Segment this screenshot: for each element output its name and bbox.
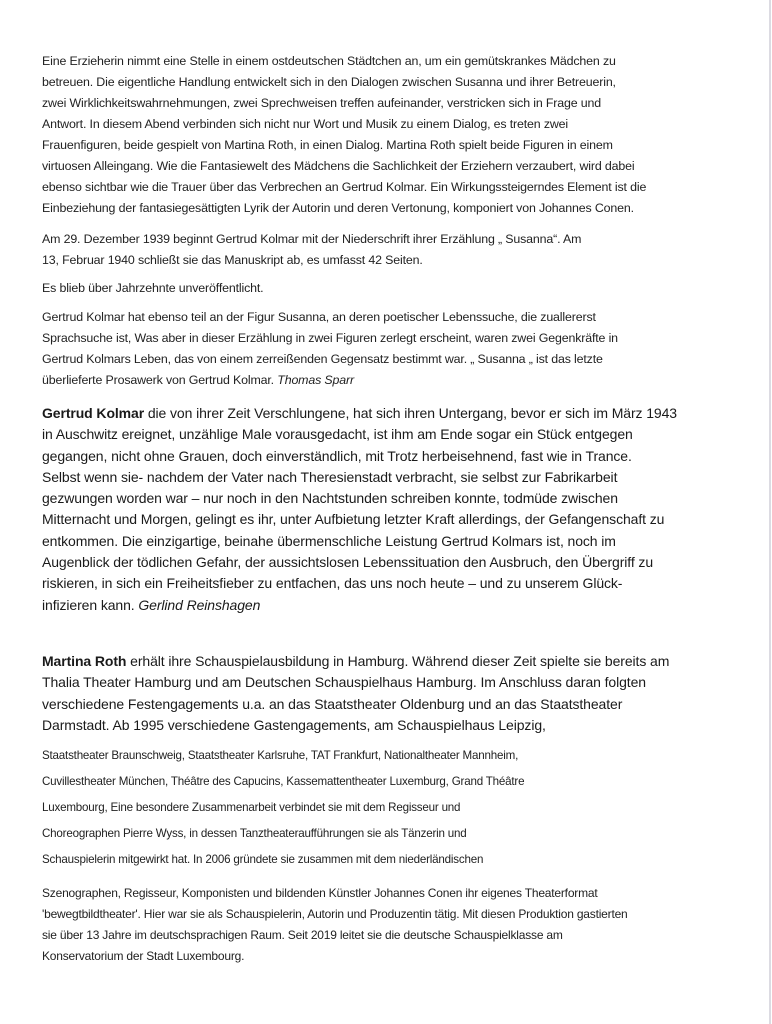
text-line: Szenographen, Regisseur, Komponisten und bildenden Künstler Johannes Conen ihr eigenes Theaterformat <box>42 886 598 900</box>
unpublished-paragraph <box>42 278 263 299</box>
text-line: Staatstheater Braunschweig, Staatstheater Karlsruhe, TAT Frankfurt, Nationaltheater Mannheim, <box>42 749 519 762</box>
text-line: virtuosen Alleingang. Wie die Fantasiewelt des Mädchens die Sachlichkeit der Erziehern verzaubert, wird dabei <box>42 159 635 173</box>
text-line: Am 29. Dezember 1939 beginnt Gertrud Kolmar mit der Niederschrift ihrer Erzählung „ Susanna“. Am <box>42 232 582 246</box>
text-line: Gertrud Kolmar hat ebenso teil an der Figur Susanna, an deren poetischer Lebenssuche, die zuallererst <box>42 310 596 324</box>
text-line <box>42 403 677 424</box>
text-line: Einbeziehung der fantasiegesättigten Lyrik der Autorin und deren Vertonung, komponiert von Johannes Conen. <box>42 201 634 215</box>
text-line: gezwungen worden war – nur noch in den Nachtstunden schreiben konnte, todmüde zwischen <box>42 490 618 507</box>
text-line: Luxembourg, Eine besondere Zusammenarbeit verbindet sie mit dem Regisseur und <box>42 801 461 814</box>
page-edge-divider <box>769 0 771 1024</box>
text-line: Frauenfiguren, beide gespielt von Martina Roth, in einen Dialog. Martina Roth spielt beide Figuren in einem <box>42 138 613 152</box>
text-line: zwei Wirklichkeitswahrnehmungen, zwei Sprechweisen treffen aufeinander, verstricken sich in Frage und <box>42 96 601 110</box>
text-fragment: die von ihrer Zeit Verschlungene, hat sich ihren Untergang, bevor er sich im März 1943 <box>144 405 677 421</box>
text-line <box>42 595 677 616</box>
text-line: Konservatorium der Stadt Luxembourg. <box>42 949 245 963</box>
text-line: 13, Februar 1940 schließt sie das Manuskript ab, es umfasst 42 Seiten. <box>42 253 423 267</box>
text-line: Sprachsuche ist, Was aber in dieser Erzählung in zwei Figuren zerlegt erscheint, waren zwei Gegenkräfte in <box>42 331 618 345</box>
text-line: Schauspielerin mitgewirkt hat. In 2006 gründete sie zusammen mit dem niederländischen <box>42 853 484 866</box>
text-line: Darmstadt. Ab 1995 verschiedene Gastengagements, am Schauspielhaus Leipzig, <box>42 716 546 733</box>
quote-author: Thomas Sparr <box>277 373 354 387</box>
text-line: Mitternacht und Morgen, gelingt es ihr, unter Aufbietung letzter Kraft allerdings, der Gefangenschaft zu <box>42 511 665 528</box>
text-line: in Auschwitz ereignet, unzählige Male vorausgedacht, ist ihm am Ende sogar ein Stück entgegen <box>42 426 633 443</box>
intro-paragraph <box>42 51 646 219</box>
text-line <box>42 651 669 672</box>
text-fragment: überlieferte Prosawerk von Gertrud Kolmar. <box>42 373 278 387</box>
roth-bio-paragraph <box>42 651 669 736</box>
bold-lead: Gertrud Kolmar <box>42 405 145 421</box>
roth-bio-ending <box>42 883 628 967</box>
text-line: Selbst wenn sie- nachdem der Vater nach Theresienstadt verbracht, sie selbst zur Fabrikarbeit <box>42 468 618 485</box>
reinshagen-quote-paragraph <box>42 403 677 616</box>
text-line: gegangen, nicht ohne Grauen, doch einverständlich, mit Trotz herbeisehnend, fast wie in Trance. <box>42 447 632 464</box>
text-line: 'bewegtbildtheater'. Hier war sie als Schauspielerin, Autorin und Produzentin tätig. Mit diesen Produktion gastierten <box>42 907 628 921</box>
quote-author: Gerlind Reinshagen <box>138 596 261 613</box>
text-line: verschiedene Festengagements u.a. an das Staatstheater Oldenburg und an das Staatstheater <box>42 695 623 712</box>
text-line: Thalia Theater Hamburg und am Deutschen Schauspielhaus Hamburg. Im Anschluss daran folgten <box>42 674 646 691</box>
text-line: sie über 13 Jahre im deutschsprachigen Raum. Seit 2019 leitet sie die deutsche Schauspielklasse am <box>42 928 563 942</box>
text-line: betreuen. Die eigentliche Handlung entwickelt sich in den Dialogen zwischen Susanna und ihrer Betreuerin, <box>42 75 616 89</box>
dates-paragraph <box>42 229 581 271</box>
text-line: Gertrud Kolmars Leben, das von einem zerreißenden Gegensatz bestimmt war. „ Susanna „ ist das letzte <box>42 352 603 366</box>
sparr-quote-paragraph <box>42 307 618 391</box>
text-fragment: erhält ihre Schauspielausbildung in Hamburg. Während dieser Zeit spielte sie bereits am <box>126 653 670 669</box>
text-line: Antwort. In diesem Abend verbinden sich nicht nur Wort und Musik zu einem Dialog, es treten zwei <box>42 117 569 131</box>
text-line: ebenso sichtbar wie die Trauer über das Verbrechen an Gertrud Kolmar. Ein Wirkungssteigerndes Element ist die <box>42 180 647 194</box>
text-line: riskieren, in sich ein Freiheitsfieber zu entfachen, das uns noch heute – und zu unserem Glück- <box>42 575 623 592</box>
text-line: entkommen. Die einzigartige, beinahe übermenschliche Leistung Gertrud Kolmars ist, noch im <box>42 532 616 549</box>
text-line: Es blieb über Jahrzehnte unveröffentlicht. <box>42 281 264 295</box>
text-fragment: infizieren kann. <box>42 596 139 613</box>
text-line: Augenblick der tödlichen Gefahr, der aussichtslosen Lebenssituation den Ausbruch, den Übergriff zu <box>42 554 653 571</box>
text-line: Cuvillestheater München, Théâtre des Capucins, Kassemattentheater Luxemburg, Grand Théâtre <box>42 775 525 788</box>
text-line <box>42 370 618 391</box>
text-line: Eine Erzieherin nimmt eine Stelle in einem ostdeutschen Städtchen an, um ein gemütskrankes Mädchen zu <box>42 54 616 68</box>
text-line: Choreographen Pierre Wyss, in dessen Tanztheateraufführungen sie als Tänzerin und <box>42 827 467 840</box>
roth-bio-engagements <box>42 743 524 873</box>
bold-lead: Martina Roth <box>42 653 127 669</box>
